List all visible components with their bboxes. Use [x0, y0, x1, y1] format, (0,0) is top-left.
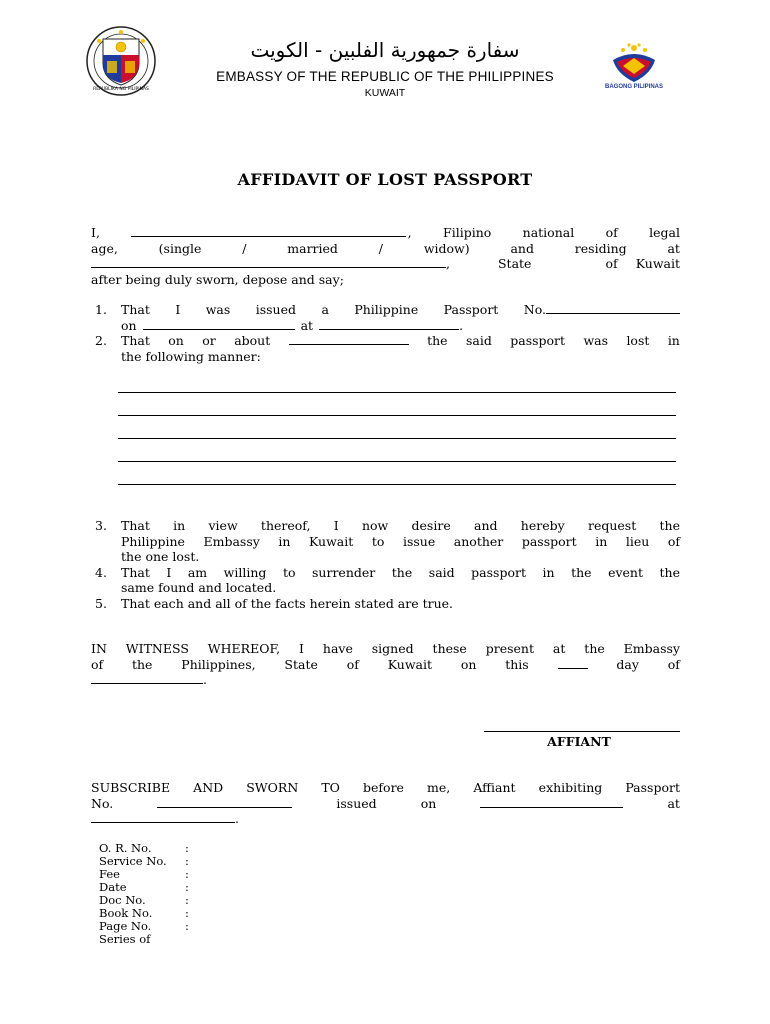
registry-label: Series of [99, 932, 151, 946]
witness-line-2 [91, 657, 680, 673]
witness-word: Philippines, [181, 656, 256, 672]
witness-word: . [203, 672, 207, 687]
manner-line[interactable] [118, 461, 676, 462]
witness-word: day [616, 656, 639, 672]
item-word: That [121, 302, 150, 317]
sworn-date-blank[interactable] [480, 796, 623, 808]
registry-label: Doc No. [99, 893, 146, 907]
registry-label: Book No. [99, 906, 153, 920]
registry-colon: : [185, 880, 189, 894]
intro-word: widow) [423, 240, 470, 256]
items-3-5 [95, 518, 680, 613]
item-2-line-1 [121, 333, 680, 349]
sworn-passport-blank[interactable] [157, 796, 292, 808]
registry-colon: : [185, 854, 189, 868]
witness-word: the [131, 656, 153, 672]
intro-paragraph [91, 225, 680, 287]
item-word: issued [255, 302, 296, 317]
intro-word: / [242, 240, 247, 256]
item-word: said [465, 333, 492, 348]
affiant-signature-line[interactable] [484, 731, 680, 732]
embassy-arabic-title: سفارة جمهورية الفلبين - الكويت [250, 38, 520, 62]
item-word: No. [524, 302, 680, 318]
witness-word: on [460, 656, 477, 672]
item-5-line-1: That each and all of the facts herein stated are true. [121, 595, 454, 611]
issue-date-blank[interactable] [143, 318, 295, 330]
intro-word: , [446, 256, 450, 271]
item-3-line-3: the one lost. [121, 549, 200, 564]
item-word: passport [510, 333, 566, 348]
day-blank[interactable] [558, 657, 588, 669]
intro-word: of [605, 256, 618, 271]
items-1-2 [95, 302, 680, 382]
item-word: at [300, 318, 314, 333]
registry-colon: : [185, 906, 189, 920]
intro-word: legal [649, 225, 680, 240]
witness-line-1: IN WITNESS WHEREOF, I have signed these present at the Embassy [91, 641, 680, 656]
item-word: Philippine [354, 302, 419, 317]
subscribe-paragraph [91, 780, 680, 827]
lost-date-blank[interactable] [289, 333, 409, 345]
logo-text: BAGONG PILIPINAS [604, 84, 663, 90]
intro-word: Filipino [443, 225, 492, 240]
witness-word: Kuwait [387, 656, 432, 672]
registry-colon: : [185, 893, 189, 907]
seal-text: REPUBLIKA NG PILIPINAS [93, 87, 149, 92]
registry-label: Service No. [99, 854, 167, 868]
item-4-line-2: same found and located. [121, 580, 277, 595]
registry-label: Fee [99, 867, 120, 881]
registry-label: Page No. [99, 919, 152, 933]
item-word: or [202, 333, 216, 348]
item-word: on [121, 318, 137, 333]
item-2-line-2: the following manner: [121, 349, 261, 364]
subscribe-word: No. [91, 795, 114, 811]
subscribe-line-2 [91, 796, 680, 812]
subscribe-line-3 [91, 811, 680, 827]
item-word: on [168, 333, 184, 348]
month-year-blank[interactable] [91, 672, 203, 684]
registry-colon: : [185, 867, 189, 881]
intro-word: and [510, 240, 534, 256]
intro-line-2 [91, 241, 680, 257]
embassy-name: EMBASSY OF THE REPUBLIC OF THE PHILIPPINES [216, 69, 554, 84]
intro-line-4: after being duly sworn, depose and say; [91, 271, 344, 287]
item-word: was [205, 302, 231, 317]
item-word: Passport [443, 302, 499, 317]
witness-word: of [346, 656, 359, 672]
item-3-line-2: Philippine Embassy in Kuwait to issue another passport in lieu of [121, 533, 680, 549]
embassy-location: KUWAIT [364, 87, 406, 99]
sworn-place-blank[interactable] [91, 811, 235, 823]
item-number: 3. [95, 518, 107, 533]
address-blank[interactable] [91, 256, 446, 268]
witness-line-3 [91, 672, 680, 688]
witness-word: of [91, 656, 104, 672]
intro-word: age, [91, 240, 118, 256]
name-blank[interactable] [131, 225, 406, 237]
intro-word: national [522, 225, 575, 240]
item-1-line-2 [121, 318, 680, 334]
item-word: in [667, 333, 680, 348]
item-word: about [234, 333, 271, 348]
intro-word: married [287, 240, 338, 256]
witness-word: of [667, 656, 680, 672]
witness-word: State [284, 656, 318, 672]
item-4-line-1: That I am willing to surrender the said passport in the event the [121, 564, 680, 580]
manner-line[interactable] [118, 392, 676, 393]
item-number: 1. [95, 302, 107, 317]
registry-block [99, 842, 219, 946]
issue-place-blank[interactable] [319, 318, 459, 330]
manner-line[interactable] [118, 415, 676, 416]
intro-line-1 [91, 225, 680, 241]
subscribe-word: . [235, 811, 239, 826]
witness-paragraph [91, 641, 680, 688]
intro-word: , [407, 225, 412, 240]
subscribe-word: issued [336, 795, 377, 811]
subscribe-word: on [420, 795, 437, 811]
item-word: the [427, 333, 448, 348]
intro-word: I, [91, 225, 100, 240]
subscribe-line-1: SUBSCRIBE AND SWORN TO before me, Affiant exhibiting Passport [91, 780, 680, 795]
passport-number-blank[interactable] [546, 302, 680, 314]
item-3-line-1: That in view thereof, I now desire and hereby request the [121, 518, 680, 533]
registry-row [99, 933, 219, 946]
item-word: . [459, 318, 464, 333]
document-title: AFFIDAVIT OF LOST PASSPORT [237, 170, 533, 189]
intro-word: (single [158, 240, 202, 256]
registry-colon: : [185, 919, 189, 933]
intro-word: Kuwait [635, 256, 680, 271]
item-1-line-1 [121, 302, 680, 318]
intro-line-3 [91, 256, 680, 272]
intro-word: / [378, 240, 383, 256]
item-number: 2. [95, 333, 107, 348]
affiant-label: AFFIANT [547, 734, 611, 749]
registry-label: Date [99, 880, 127, 894]
intro-word: at [667, 240, 680, 256]
registry-label: O. R. No. [99, 841, 152, 855]
item-number: 5. [95, 595, 107, 611]
manner-line[interactable] [118, 484, 676, 485]
subscribe-word: at [667, 795, 680, 811]
intro-word: residing [574, 240, 627, 256]
item-word: was [583, 333, 609, 348]
item-word: I [175, 302, 181, 317]
manner-line[interactable] [118, 438, 676, 439]
item-word: lost [626, 333, 650, 348]
item-number: 4. [95, 564, 107, 580]
intro-word: State [497, 256, 532, 271]
bagong-pilipinas-logo [603, 40, 665, 88]
intro-word: of [605, 225, 618, 240]
item-word: That [121, 333, 150, 348]
witness-word: this [505, 656, 529, 672]
item-word: a [321, 302, 329, 317]
registry-colon: : [185, 841, 189, 855]
